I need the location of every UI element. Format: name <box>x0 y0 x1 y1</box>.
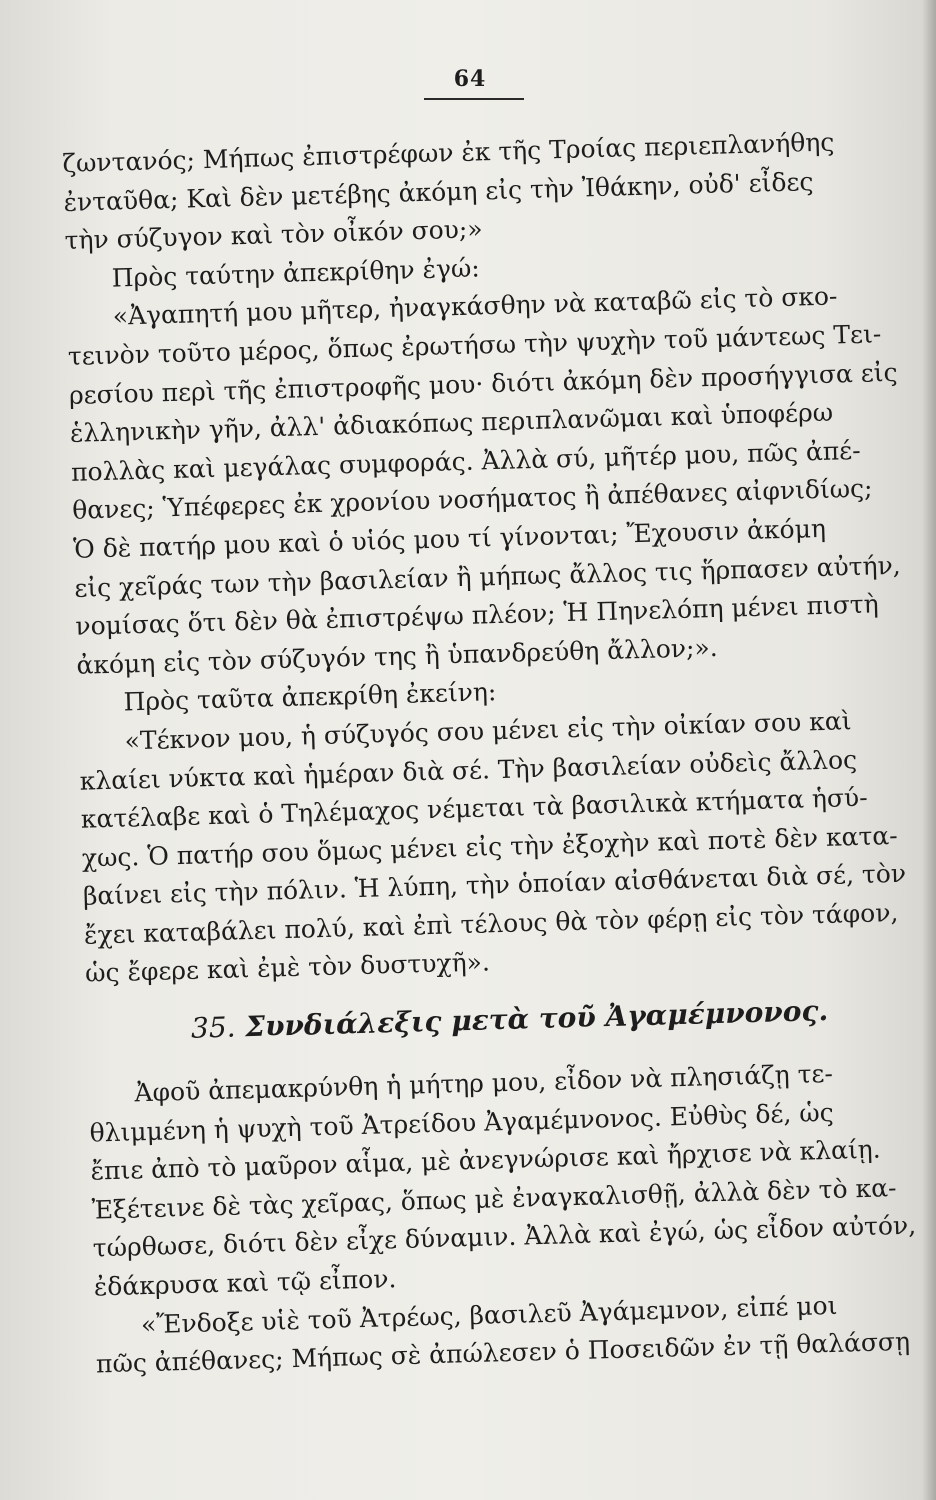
page-body <box>62 121 936 1384</box>
section-number: 35. <box>190 1010 236 1045</box>
text-line: ἐδάκρυσα καὶ τῷ εἶπον. <box>93 1264 397 1302</box>
text-line: τὴν σύζυγον καὶ τὸν οἶκόν σου;» <box>64 214 484 256</box>
text-line: ἑλληνικὴν γῆν, ἀλλ' ἀδιακόπως περιπλανῶμαι καὶ ὑποφέρω <box>69 397 834 449</box>
text-line: χως. Ὁ πατήρ σου ὅμως μένει εἰς τὴν ἐξοχὴν καὶ ποτὲ δὲν κατα- <box>81 820 899 873</box>
text-line: ζωντανός; Μήπως ἐπιστρέφων ἐκ τῆς Τροίας περιεπλανήθης <box>62 127 835 178</box>
text-line: Πρὸς ταῦτα ἀπεκρίθη ἐκείνη: <box>123 677 497 717</box>
text-line: βαίνει εἰς τὴν πόλιν. Ἡ λύπη, τὴν ὁποίαν αἰσθάνεται διὰ σέ, τὸν <box>82 859 907 911</box>
text-line: Πρὸς ταύτην ἀπεκρίθην ἐγώ: <box>111 253 481 293</box>
text-line: τώρθωσε, διότι δὲν εἶχε δύναμιν. Ἀλλὰ καὶ ἐγώ, ὡς εἶδον αὐτόν, <box>92 1211 917 1264</box>
text-line: κατέλαβε καὶ ὁ Τηλέμαχος νέμεται τὰ βασιλικὰ κτήματα ἡσύ- <box>80 782 868 834</box>
section-title: Συνδιάλεξις μετὰ τοῦ Ἀγαμέμνονος. <box>244 994 829 1044</box>
text-line: «Ἀγαπητή μου μῆτερ, ἠναγκάσθην νὰ καταβῶ εἰς τὸ σκο- <box>112 281 838 332</box>
text-line: ρεσίου περὶ τῆς ἐπιστροφῆς μου· διότι ἀκόμη δὲν προσήγγισα εἰς <box>68 357 898 410</box>
text-line: πῶς ἀπέθανες; Μήπως σὲ ἀπώλεσεν ὁ Ποσειδῶν ἐν τῇ θαλάσσῃ <box>95 1327 911 1379</box>
text-section-b <box>88 1052 936 1384</box>
text-line: Ὁ δὲ πατήρ μου καὶ ὁ υἱός μου τί γίνονται; Ἔχουσιν ἀκόμη <box>72 513 827 564</box>
text-line: θανες; Ὑπέφερες ἐκ χρονίου νοσήματος ἢ ἀπέθανες αἰφνιδίως; <box>71 473 873 526</box>
text-line: τεινὸν τοῦτο μέρος, ὅπως ἐρωτήσω τὴν ψυχὴν τοῦ μάντεως Τει- <box>67 319 882 371</box>
text-line: Ἐξέτεινε δὲ τὰς χεῖρας, ὅπως μὲ ἐναγκαλισθῇ, ἀλλὰ δὲν τὸ κα- <box>91 1172 897 1225</box>
text-line: ἔχει καταβάλει πολύ, καὶ ἐπὶ τέλους θὰ τὸν φέρῃ εἰς τὸν τάφον, <box>83 897 899 950</box>
text-line: θλιμμένη ἡ ψυχὴ τοῦ Ἀτρείδου Ἀγαμέμνονος. Εὐθὺς δέ, ὡς <box>89 1097 835 1148</box>
text-line: «Τέκνον μου, ἡ σύζυγός σου μένει εἰς τὴν οἰκίαν σου καὶ <box>124 706 852 756</box>
text-section-a <box>62 121 931 993</box>
text-line: εἰς χεῖράς των τὴν βασιλείαν ἢ μήπως ἄλλος τις ἥρπασεν αὐτήν, <box>73 550 901 603</box>
text-line: ἀκόμη εἰς τὸν σύζυγόν της ἢ ὑπανδρεύθη ἄλλον;». <box>76 632 719 680</box>
text-line: πολλὰς καὶ μεγάλας συμφοράς. Ἀλλὰ σύ, μῆτέρ μου, πῶς ἀπέ- <box>70 435 861 487</box>
text-line: ὡς ἔφερε καὶ ἐμὲ τὸν δυστυχῆ». <box>84 947 491 989</box>
page-number-rule <box>424 98 524 100</box>
text-line: κλαίει νύκτα καὶ ἡμέραν διὰ σέ. Τὴν βασιλείαν οὐδεὶς ἄλλος <box>79 744 858 796</box>
text-line: Ἀφοῦ ἀπεμακρύνθη ἡ μήτηρ μου, εἶδον νὰ πλησιάζῃ τε- <box>134 1058 834 1108</box>
section-heading <box>86 988 933 1052</box>
page-number: 64 <box>453 66 487 92</box>
text-line: «Ἔνδοξε υἱὲ τοῦ Ἀτρέως, βασιλεῦ Ἀγάμεμνον, εἰπέ μοι <box>140 1290 838 1339</box>
text-line: ἔπιε ἀπὸ τὸ μαῦρον αἷμα, μὲ ἀνεγνώρισε καὶ ἤρχισε νὰ κλαίῃ. <box>90 1134 881 1186</box>
text-line: ἐνταῦθα; Καὶ δὲν μετέβης ἀκόμη εἰς τὴν Ἰθάκην, οὐδ' εἶδες <box>63 166 814 217</box>
text-line: νομίσας ὅτι δὲν θὰ ἐπιστρέψω πλέον; Ἡ Πηνελόπη μένει πιστὴ <box>75 589 879 641</box>
